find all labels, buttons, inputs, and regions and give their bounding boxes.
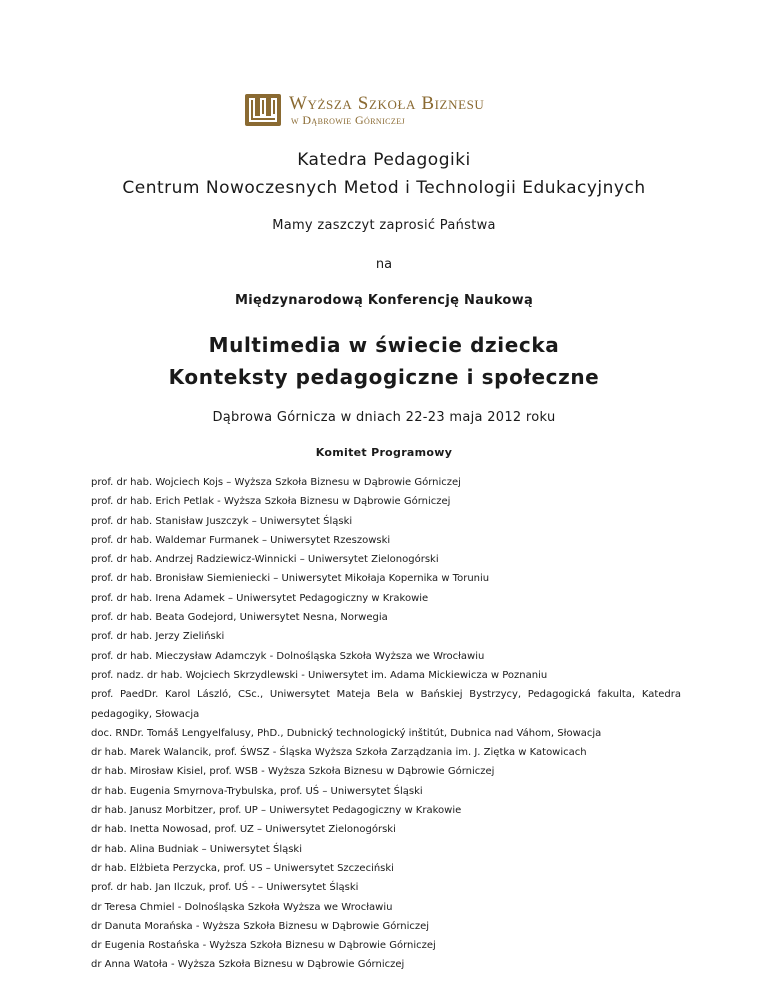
committee-member: dr Anna Watoła - Wyższa Szkoła Biznesu w Dąbrowie Górniczej: [91, 959, 405, 971]
committee-member: prof. dr hab. Waldemar Furmanek – Uniwersytet Rzeszowski: [91, 534, 391, 546]
committee-member: dr Danuta Morańska - Wyższa Szkoła Biznesu w Dąbrowie Górniczej: [91, 920, 430, 932]
committee-member: dr Eugenia Rostańska - Wyższa Szkoła Biznesu w Dąbrowie Górniczej: [91, 940, 436, 952]
committee-member-list: [91, 473, 681, 975]
department-title: Katedra Pedagogiki: [297, 150, 471, 170]
committee-member: dr hab. Janusz Morbitzer, prof. UP – Uniwersytet Pedagogiczny w Krakowie: [91, 805, 462, 817]
committee-member: prof. dr hab. Irena Adamek – Uniwersytet Pedagogiczny w Krakowie: [91, 592, 429, 604]
invitation-line: Mamy zaszczyt zaprosić Państwa: [272, 218, 496, 233]
committee-member: prof. dr hab. Bronisław Siemieniecki – Uniwersytet Mikołaja Kopernika w Toruniu: [91, 573, 490, 585]
committee-member: prof. dr hab. Jan Ilczuk, prof. UŚ - – Uniwersytet Śląski: [91, 882, 359, 894]
conference-type: Międzynarodową Konferencję Naukową: [234, 293, 534, 308]
committee-member: dr hab. Marek Walancik, prof. ŚWSZ - Śląska Wyższa Szkoła Zarządzania im. J. Ziętka w Katowicach: [91, 747, 587, 759]
committee-member: dr hab. Inetta Nowosad, prof. UZ – Uniwersytet Zielonogórski: [91, 824, 396, 836]
committee-member: doc. RNDr. Tomáš Lengyelfalusy, PhD., Dubnický technologický inštitút, Dubnica nad Váhom, Słowacja: [91, 727, 602, 739]
committee-member: prof. dr hab. Erich Petlak - Wyższa Szkoła Biznesu w Dąbrowie Górniczej: [91, 496, 451, 508]
committee-heading: Komitet Programowy: [315, 446, 453, 459]
committee-member: prof. dr hab. Andrzej Radziewicz-Winnicki – Uniwersytet Zielonogórski: [91, 554, 439, 566]
logo-wordmark: [289, 94, 484, 127]
committee-member: prof. dr hab. Stanisław Juszczyk – Uniwersytet Śląski: [91, 515, 353, 527]
committee-member: prof. nadz. dr hab. Wojciech Skrzydlewski - Uniwersytet im. Adama Mickiewicza w Poznaniu: [91, 669, 548, 681]
logo-location: w Dąbrowie Górniczej: [291, 112, 405, 127]
school-logo: [243, 90, 484, 130]
conference-place-date: Dąbrowa Górnicza w dniach 22-23 maja 2012 roku: [212, 410, 556, 425]
committee-member: prof. dr hab. Mieczysław Adamczyk - Dolnośląska Szkoła Wyższa we Wrocławiu: [91, 650, 485, 662]
wsb-monogram-icon: [243, 90, 283, 130]
centre-title: Centrum Nowoczesnych Metod i Technologii Edukacyjnych: [122, 178, 646, 198]
invitation-na: na: [375, 257, 393, 272]
conference-title: Multimedia w świecie dziecka: [208, 333, 560, 357]
committee-member: dr hab. Eugenia Smyrnova-Trybulska, prof. UŚ – Uniwersytet Śląski: [91, 785, 423, 797]
committee-member: prof. dr hab. Wojciech Kojs – Wyższa Szkoła Biznesu w Dąbrowie Górniczej: [91, 477, 461, 488]
committee-member: dr hab. Alina Budniak – Uniwersytet Śląski: [91, 843, 303, 855]
conference-subtitle: Konteksty pedagogiczne i społeczne: [168, 365, 600, 389]
committee-member: prof. PaedDr. Karol László, CSc., Uniwersytet Mateja Bela w Bańskiej Bystrzycy, Pedagogická fakulta, Katedra pedagogiky, Słowacja: [91, 689, 681, 720]
committee-member: prof. dr hab. Beata Godejord, Uniwersytet Nesna, Norwegia: [91, 612, 388, 624]
committee-member: dr hab. Elżbieta Perzycka, prof. US – Uniwersytet Szczeciński: [91, 862, 394, 874]
committee-member: dr Teresa Chmiel - Dolnośląska Szkoła Wyższa we Wrocławiu: [91, 901, 393, 913]
committee-member: dr hab. Mirosław Kisiel, prof. WSB - Wyższa Szkoła Biznesu w Dąbrowie Górniczej: [91, 766, 495, 778]
logo-school-name: Wyższa Szkoła Biznesu: [289, 92, 485, 114]
committee-member: prof. dr hab. Jerzy Zieliński: [91, 631, 225, 643]
